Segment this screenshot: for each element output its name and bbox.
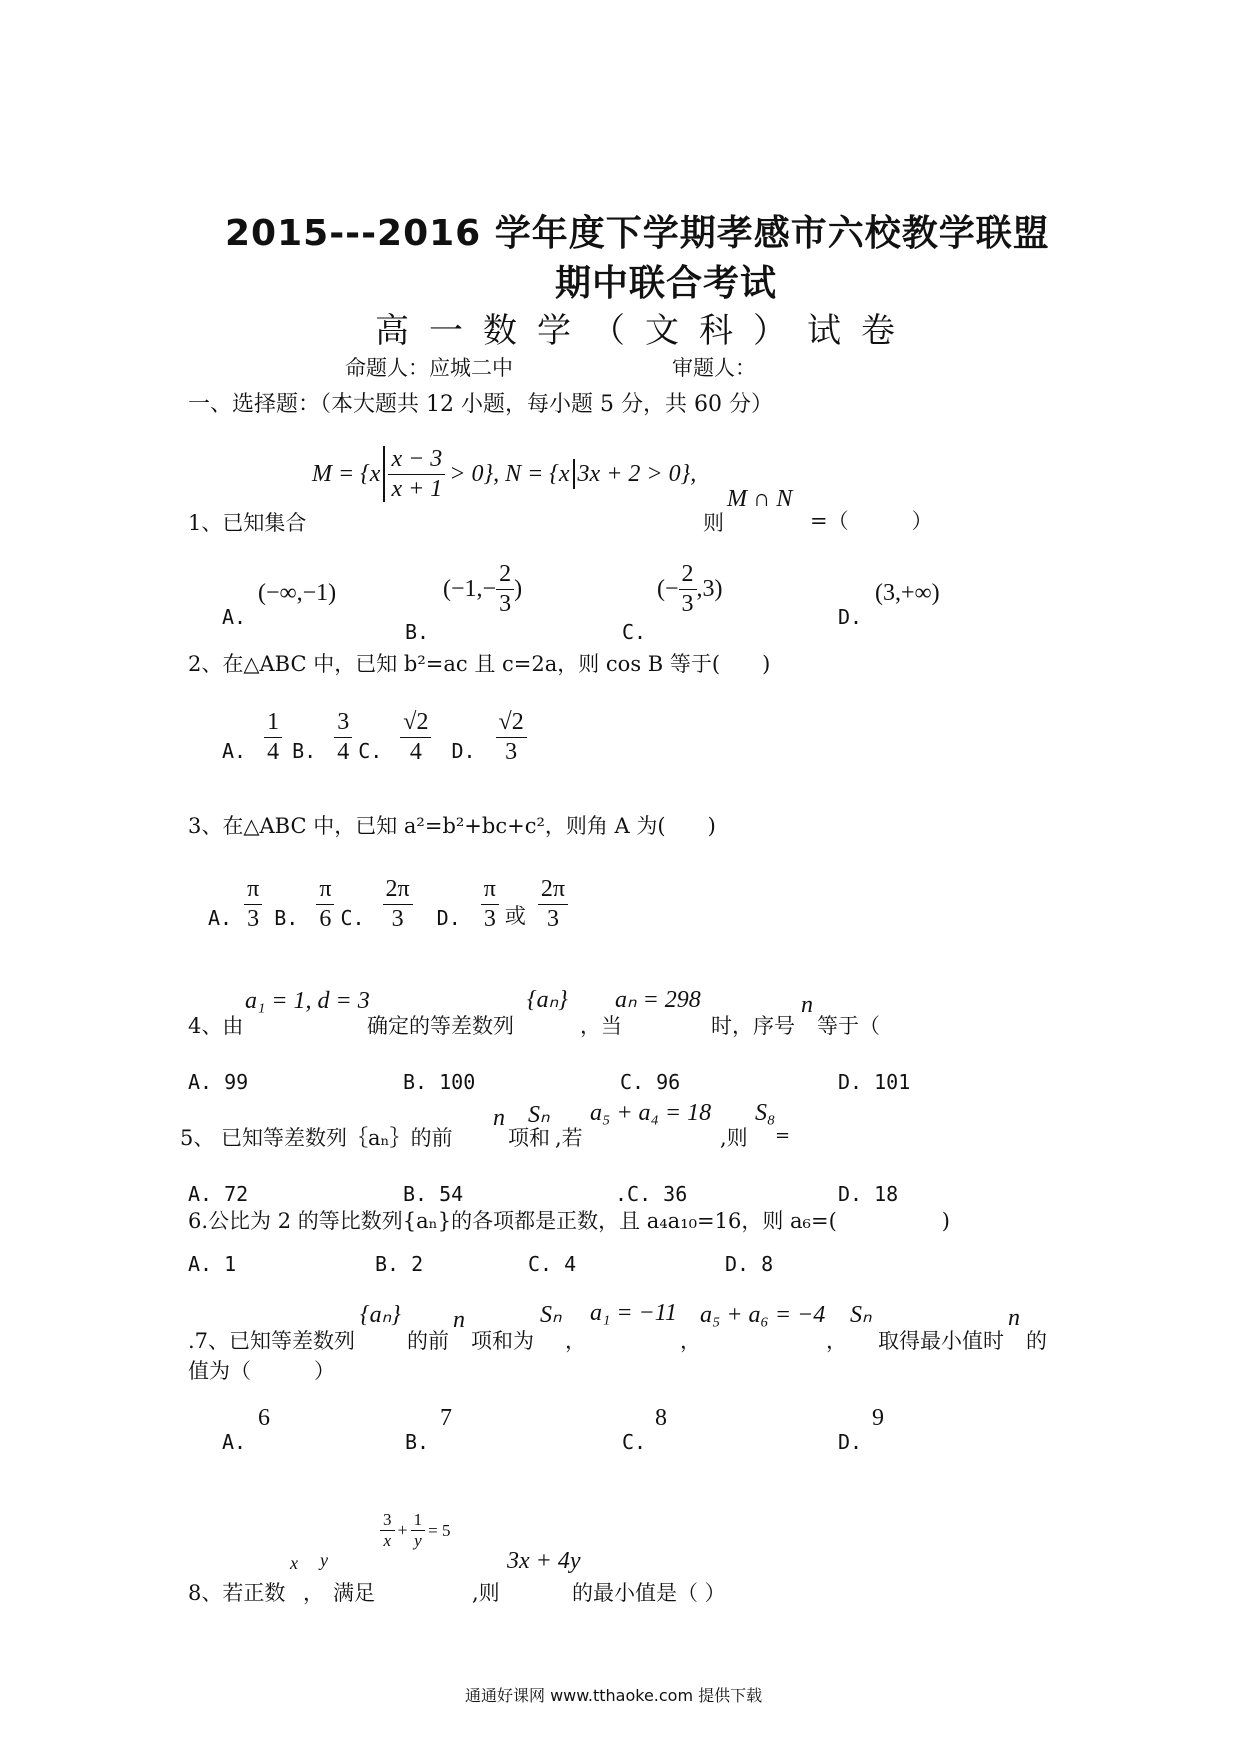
q3-option-c-label: C. [340,905,365,930]
q5-if: ,若 [555,1126,583,1150]
q6-stem: 6.公比为 2 的等比数列{aₙ}的各项都是正数，且 a₄a₁₀=16，则 a₆=( ) [188,1209,950,1233]
q2-option-b-den: 4 [337,738,350,765]
q1-option-a-label: A. [222,605,247,629]
q1-set-m-rhs: > 0}, N = {x [449,460,570,487]
q3-option-a-den: 3 [247,905,260,932]
q7-option-c-label: C. [622,1430,647,1454]
q2-option-b-label: B. [292,738,317,763]
q1-option-d-label: D. [838,605,863,629]
q7-option-d-label: D. [838,1430,863,1454]
section1-heading: 一、选择题：（本大题共 12 小题，每小题 5 分，共 60 分） [188,392,773,417]
q8-f2-num: 1 [411,1510,426,1531]
q7-sn2: Sₙ [850,1302,872,1328]
q4-given: a₁ = 1, d = 3 [245,988,370,1014]
q5-cond: a₅ + a₄ = 18 [590,1100,712,1126]
q7-option-d-value: 9 [872,1405,884,1431]
q8-condition [380,1510,451,1552]
q7-a1: a₁ = −11 [590,1300,677,1326]
q7-mid1: 的前 [407,1329,449,1353]
q4-cond: aₙ = 298 [615,987,701,1013]
q1-option-b-label: B. [405,620,430,644]
q5-option-a: A. 72 [188,1182,249,1206]
q2-stem: 2、在△ABC 中，已知 b²=ac 且 c=2a，则 cos B 等于( ) [188,652,771,676]
author-label: 命题人：应城二中 [345,356,513,380]
q2-option-c-num: √2 [400,708,431,738]
exam-title-line2: 期中联合考试 [555,263,778,304]
q1-set-m-bar [383,446,385,502]
q3-option-d2-num: 2π [538,875,568,905]
q4-option-c: C. 96 [620,1070,681,1094]
q5-option-b: B. 54 [403,1182,464,1206]
q2-option-c-label: C. [358,738,383,763]
q8-satisfy: 满足 [333,1581,375,1605]
q7-option-a-value: 6 [258,1405,270,1431]
q8-f2-den: y [414,1531,422,1551]
q3-option-d-or: 或 [504,903,526,928]
q7-line2: 值为（ ） [188,1359,335,1383]
q7-comma3: ， [826,1329,847,1353]
reviewer-label: 审题人： [672,356,756,380]
q1-option-c-value [657,560,723,619]
q2-option-d-num: √2 [496,708,527,738]
q1-intersect: M ∩ N [727,486,793,512]
q8-y: y [320,1550,328,1570]
q3-options [208,875,568,934]
q4-mid: 确定的等差数列 [367,1014,514,1038]
q4-option-d: D. 101 [838,1070,911,1094]
q2-option-d-den: 3 [505,738,518,765]
q1-number: 1、已知集合 [188,511,307,535]
q3-option-a-num: π [244,875,262,905]
q4-n: n [801,992,813,1018]
q3-option-d1-den: 3 [483,905,496,932]
q7-n: n [453,1307,465,1333]
q1-set-m-fraction [388,445,445,504]
q5-s8: S₈ [755,1100,776,1126]
q5-sn: Sₙ [528,1102,550,1128]
q1-option-c-open: (− [657,575,679,602]
q1-option-b-den: 3 [499,590,512,617]
q6-option-b: B. 2 [375,1252,424,1276]
q1-option-a-value: (−∞,−1) [258,580,337,606]
q3-option-c-den: 3 [391,905,404,932]
q6-option-a: A. 1 [188,1252,237,1276]
q7-comma2: ， [680,1329,701,1353]
exam-title-line1: 2015---2016 学年度下学期孝感市六校教学联盟 [225,213,1050,254]
q5-prefix: 5、 已知等差数列｛aₙ｝的前 [180,1126,453,1150]
q7-sn: Sₙ [540,1302,562,1328]
q8-prefix: 8、若正数 [188,1581,286,1605]
q7-option-a-label: A. [222,1430,247,1454]
q3-option-a-label: A. [208,905,233,930]
q1-set-m-lhs: M = {x [312,460,381,487]
q8-eq5: = 5 [428,1520,451,1540]
q7-option-c-value: 8 [655,1405,667,1431]
q6-option-d: D. 8 [725,1252,774,1276]
q5-mid: 项和 [508,1126,550,1150]
q1-option-b-value [443,560,522,619]
q8-expr: 3x + 4y [507,1548,581,1574]
q7-cond: a₅ + a₆ = −4 [700,1302,826,1328]
q3-option-d1-num: π [481,875,499,905]
exam-subtitle: 高一数学（文科）试卷 [375,311,915,351]
q8-f1-den: x [383,1531,392,1551]
q2-option-a-label: A. [222,738,247,763]
q1-option-b-open: (−1,− [443,575,497,602]
q4-option-b: B. 100 [403,1070,476,1094]
q7-de: 的 [1026,1329,1047,1353]
q7-comma1: ， [565,1329,586,1353]
q7-tail: 取得最小值时 [878,1329,1004,1353]
footer-text: 通通好课网 www.tthaoke.com 提供下载 [465,1686,763,1705]
q1-option-c-den: 3 [681,590,694,617]
q4-when: ，当 [580,1014,622,1038]
q3-option-d-label: D. [436,905,461,930]
q2-option-d-label: D. [451,738,476,763]
q7-mid2: 项和为 [471,1329,534,1353]
q6-option-c: C. 4 [528,1252,577,1276]
q5-n: n [493,1105,505,1131]
q3-option-b-label: B. [274,905,299,930]
q1-option-d-value: (3,+∞) [875,580,940,606]
q1-option-c-close: ,3) [696,575,723,602]
q4-prefix: 4、由 [188,1014,244,1038]
q8-comma: ， [303,1581,324,1605]
q4-end: 等于（ [817,1014,880,1038]
q1-set-n-bar [573,459,575,489]
q1-blank: =（ ） [810,509,933,533]
q8-x: x [290,1553,298,1573]
q8-then: ,则 [472,1581,500,1605]
q1-set-expression [312,445,696,504]
q5-eq: = [775,1125,791,1146]
q3-option-c-num: 2π [383,875,413,905]
q1-option-c-label: C. [622,620,647,644]
q7-seq: {aₙ} [360,1302,401,1328]
q2-option-b-num: 3 [334,708,352,738]
q1-set-m-num: x − 3 [388,445,445,475]
q5-option-d: D. 18 [838,1182,899,1206]
q7-prefix: .7、已知等差数列 [188,1329,356,1353]
q3-stem: 3、在△ABC 中，已知 a²=b²+bc+c²，则角 A 为( ) [188,814,716,838]
q1-then: 则 [703,511,724,535]
q4-tail: 时，序号 [711,1014,795,1038]
q3-option-b-num: π [316,875,334,905]
q1-set-m-den: x + 1 [391,475,443,502]
q8-tail: 的最小值是（ ） [572,1581,726,1605]
q2-option-a-den: 4 [267,738,280,765]
q3-option-b-den: 6 [319,905,332,932]
q5-option-c: .C. 36 [615,1182,688,1206]
q1-option-b-close: ) [514,575,523,602]
q8-plus: + [397,1520,408,1541]
q7-n2: n [1008,1305,1020,1331]
q2-option-a-num: 1 [264,708,282,738]
q1-option-b-num: 2 [496,560,514,590]
q7-option-b-value: 7 [440,1405,452,1431]
q5-then: ,则 [720,1126,748,1150]
q2-option-c-den: 4 [409,738,422,765]
q4-option-a: A. 99 [188,1070,249,1094]
q1-set-n-cond: 3x + 2 > 0}, [577,460,697,487]
q3-option-d2-den: 3 [546,905,559,932]
q4-seq: {aₙ} [527,987,568,1013]
q1-option-c-num: 2 [679,560,697,590]
q2-options [222,708,527,767]
q7-option-b-label: B. [405,1430,430,1454]
q8-f1-num: 3 [380,1510,395,1531]
